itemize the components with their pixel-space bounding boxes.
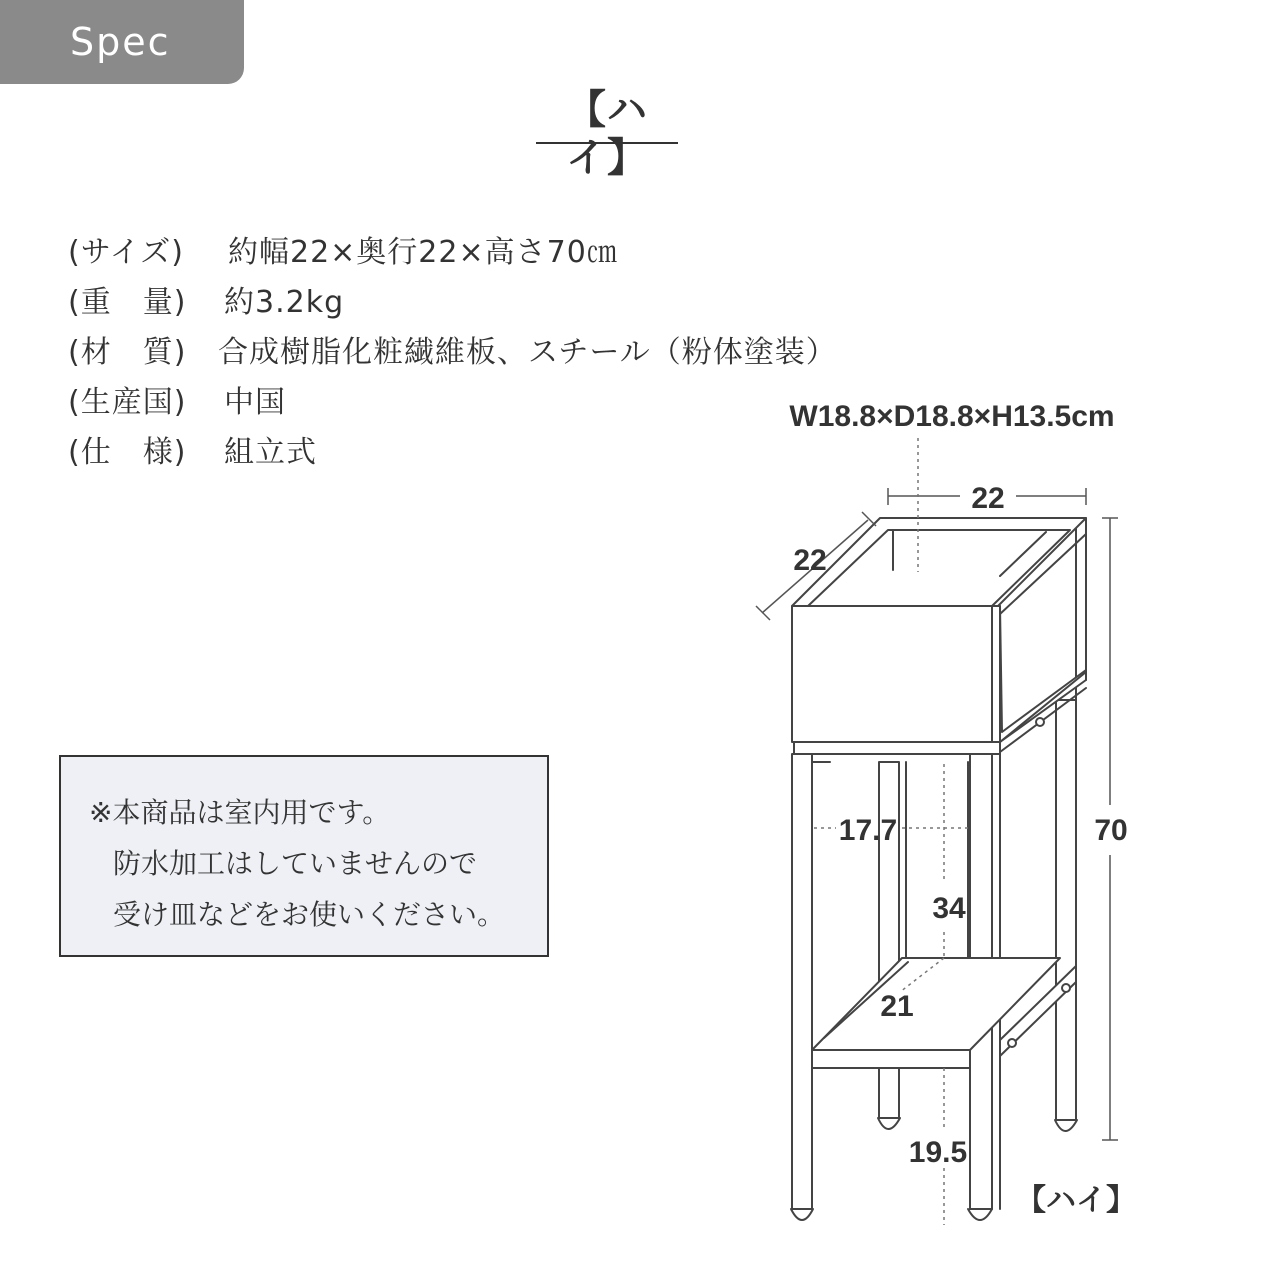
height-dimension-label: 70: [1094, 814, 1128, 847]
spec-label: (生産国): [68, 385, 187, 420]
shelf-gap-label: 34: [932, 892, 966, 925]
spec-tab-label: Spec: [70, 20, 171, 64]
width-dimension-label: 22: [971, 482, 1005, 515]
notice-line: ※本商品は室内用です。: [89, 796, 391, 829]
spec-value: 約幅22×奥行22×高さ70㎝: [228, 235, 618, 270]
inner-width-label: 17.7: [838, 814, 898, 847]
depth-dimension-label: 22: [793, 544, 827, 577]
shelf-depth-label: 21: [880, 990, 914, 1023]
shelf-to-floor-label: 19.5: [908, 1136, 968, 1169]
spec-value: 合成樹脂化粧繊維板、スチール（粉体塗装）: [218, 335, 837, 370]
page-title: 【ハイ】: [536, 86, 678, 144]
notice-line: 防水加工はしていませんので: [113, 847, 478, 880]
spec-value: 約3.2kg: [224, 285, 345, 320]
spec-label: (仕 様): [68, 435, 187, 470]
notice-line: 受け皿などをお使いください。: [113, 898, 506, 931]
spec-value: 中国: [224, 385, 286, 420]
box-size-label: W18.8×D18.8×H13.5cm: [789, 400, 1115, 433]
spec-label: (材 質): [68, 335, 187, 370]
spec-value: 組立式: [224, 435, 317, 470]
spec-label: (サイズ): [68, 235, 185, 270]
spec-label: (重 量): [68, 285, 187, 320]
diagram-caption: 【ハイ】: [1016, 1184, 1136, 1217]
